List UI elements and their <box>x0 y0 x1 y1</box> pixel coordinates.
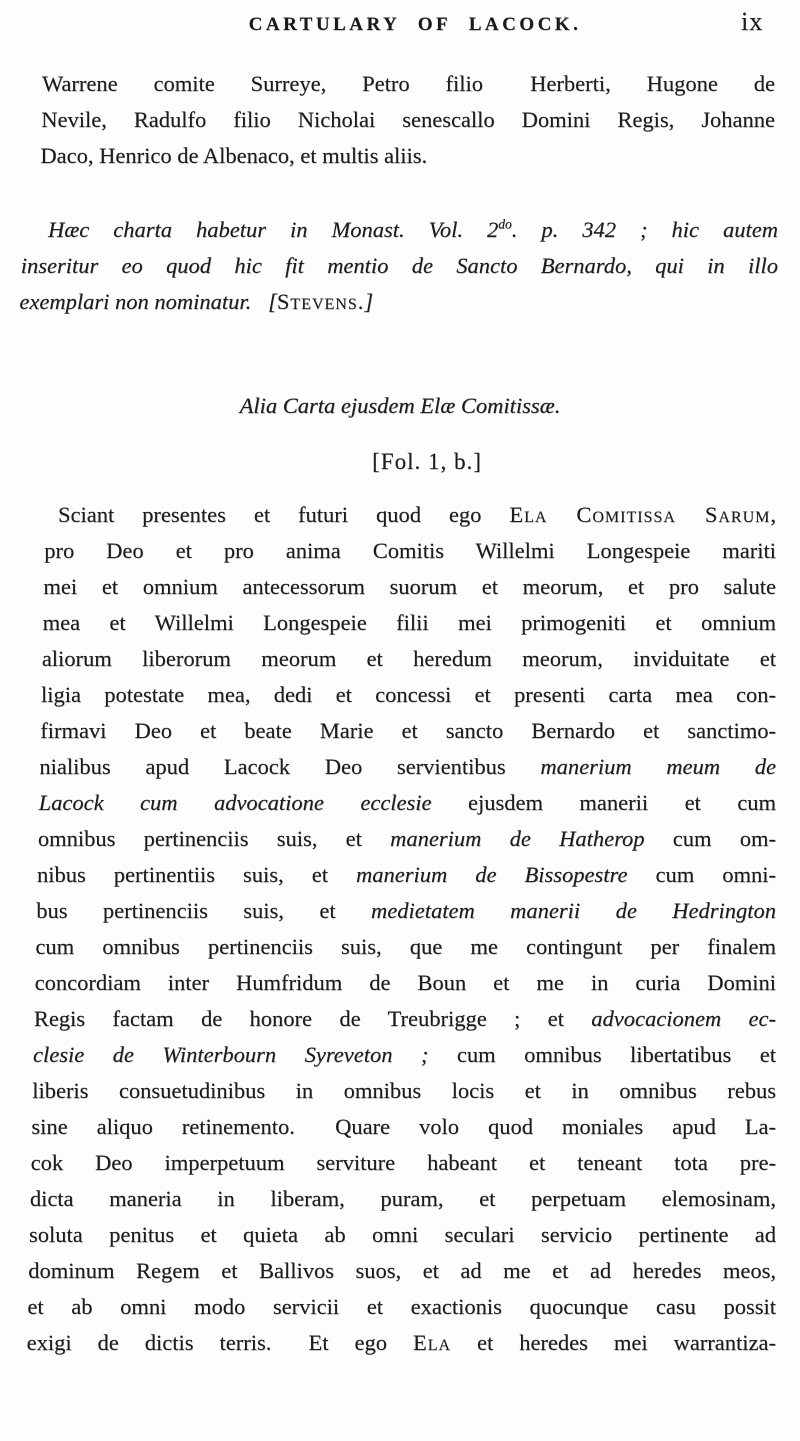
text-segment: manerium meum de <box>540 754 776 779</box>
text-segment: Nevile, Radulfo filio Nicholai senescallo Domini Regis, Johanne <box>41 107 775 132</box>
text-line <box>42 66 775 102</box>
paragraph-stevens-note <box>19 212 779 320</box>
text-segment: exigi de dictis terris. Et ego <box>26 1330 413 1355</box>
text-line <box>31 1145 776 1181</box>
text-segment: cum omnibus pertinenciis suis, que me contingunt per finalem <box>35 934 776 959</box>
text-segment: manerium de Bissopestre <box>356 862 628 887</box>
text-segment: Regis factam de honore de Treubrigge ; et <box>33 1006 592 1031</box>
text-line <box>44 533 776 569</box>
text-line <box>43 605 776 641</box>
text-segment: Ela Comitissa Sarum <box>509 502 771 527</box>
text-segment: Daco, Henrico de Albenaco, et multis aliis. <box>40 143 428 168</box>
text-line <box>19 284 778 320</box>
charter-heading: Alia Carta ejusdem Elæ Comitissæ. <box>239 393 561 418</box>
text-segment: nialibus apud Lacock Deo servientibus <box>39 754 541 779</box>
text-segment: , <box>770 502 776 527</box>
text-segment: cum om- <box>644 826 776 851</box>
text-segment: cok Deo imperpetuum serviture habeant et teneant tota pre- <box>30 1150 776 1175</box>
text-segment: soluta penitus et quieta ab omni seculari servicio pertinente ad <box>29 1222 776 1247</box>
text-segment: exemplari non nominatur. [ <box>19 289 277 314</box>
text-segment: advocacionem ec- <box>591 1006 776 1031</box>
text-segment: dominum Regem et Ballivos suos, et ad me et ad heredes meos, <box>28 1258 776 1283</box>
paragraph-witness-clause <box>42 66 775 174</box>
text-segment: Stevens. <box>276 289 365 314</box>
text-segment: nibus pertinentiis suis, et <box>37 862 356 887</box>
text-segment: inseritur eo quod hic fit mentio de Sancto Bernardo, qui in illo <box>20 253 778 278</box>
text-line <box>43 569 776 605</box>
text-segment: mea et Willelmi Longespeie filii mei primogeniti et omnium <box>42 610 776 635</box>
text-segment: Ela <box>412 1330 452 1355</box>
text-segment: omnibus pertinenciis suis, et <box>37 826 391 851</box>
text-segment: et ab omni modo servicii et exactionis quocunque casu possit <box>27 1294 776 1319</box>
text-segment: clesie de Winterbourn Syreveton ; <box>33 1042 429 1067</box>
text-segment: dicta maneria in liberam, puram, et perpetuam elemosinam, <box>29 1186 776 1211</box>
text-segment: sine aliquo retinemento. Quare volo quod moniales apud La- <box>31 1114 776 1139</box>
text-segment: aliorum liberorum meorum et heredum meorum, inviduitate et <box>41 646 776 671</box>
text-segment: Sciant presentes et futuri quod ego <box>58 502 510 527</box>
paragraph-charter-text <box>26 497 776 1361</box>
folio-page-number: ix <box>741 7 764 36</box>
text-segment: firmavi Deo et beate Marie et sancto Bernardo et sanctimo- <box>40 718 776 743</box>
text-segment: liberis consuetudinibus in omnibus locis et in omnibus rebus <box>32 1078 776 1103</box>
text-line <box>28 1253 776 1289</box>
text-segment: pro Deo et pro anima Comitis Willelmi Longespeie mariti <box>44 538 776 563</box>
text-segment: cum omni- <box>627 862 776 887</box>
text-line <box>32 1073 776 1109</box>
text-line <box>41 102 775 138</box>
text-segment: mei et omnium antecessorum suorum et meorum, et pro salute <box>43 574 776 599</box>
text-line <box>40 138 775 174</box>
text-line <box>27 1325 776 1361</box>
text-segment: ] <box>364 289 374 314</box>
text-line <box>31 1109 776 1145</box>
text-segment: manerium de Hatherop <box>390 826 645 851</box>
text-segment: ligia potestate mea, dedi et concessi et presenti carta mea con- <box>41 682 776 707</box>
text-line <box>37 857 776 893</box>
text-line <box>42 641 776 677</box>
text-line <box>45 497 776 533</box>
text-line <box>39 785 776 821</box>
text-segment: concordiam inter Humfridum de Boun et me in curia Domini <box>34 970 776 995</box>
text-line <box>21 248 778 284</box>
text-line <box>36 893 776 929</box>
text-segment: cum omnibus libertatibus et <box>428 1042 776 1067</box>
text-line <box>34 1001 776 1037</box>
text-segment: Lacock cum advocatione ecclesie <box>38 790 432 815</box>
text-segment: do <box>498 216 512 232</box>
text-line <box>30 1181 776 1217</box>
text-line <box>35 965 776 1001</box>
text-line <box>33 1037 776 1073</box>
text-line <box>35 929 776 965</box>
text-segment: bus pertinenciis suis, et <box>36 898 372 923</box>
running-header-title: CARTULARY OF LACOCK. <box>248 14 582 35</box>
text-segment: ejusdem manerii et cum <box>431 790 776 815</box>
text-line <box>40 713 776 749</box>
folio-reference: [Fol. 1, b.] <box>372 449 482 474</box>
text-segment: Hæc charta habetur in Monast. Vol. 2 <box>48 217 499 242</box>
text-line <box>29 1217 776 1253</box>
text-segment: medietatem manerii de Hedrington <box>371 898 776 923</box>
text-segment: Warrene comite Surreye, Petro filio Herberti, Hugone de <box>42 71 775 96</box>
text-line <box>38 821 776 857</box>
text-segment: . p. 342 ; hic autem <box>511 217 779 242</box>
text-line <box>22 212 778 248</box>
text-line <box>41 677 776 713</box>
text-line <box>27 1289 776 1325</box>
text-segment: et heredes mei warrantiza- <box>451 1330 776 1355</box>
text-line <box>39 749 776 785</box>
